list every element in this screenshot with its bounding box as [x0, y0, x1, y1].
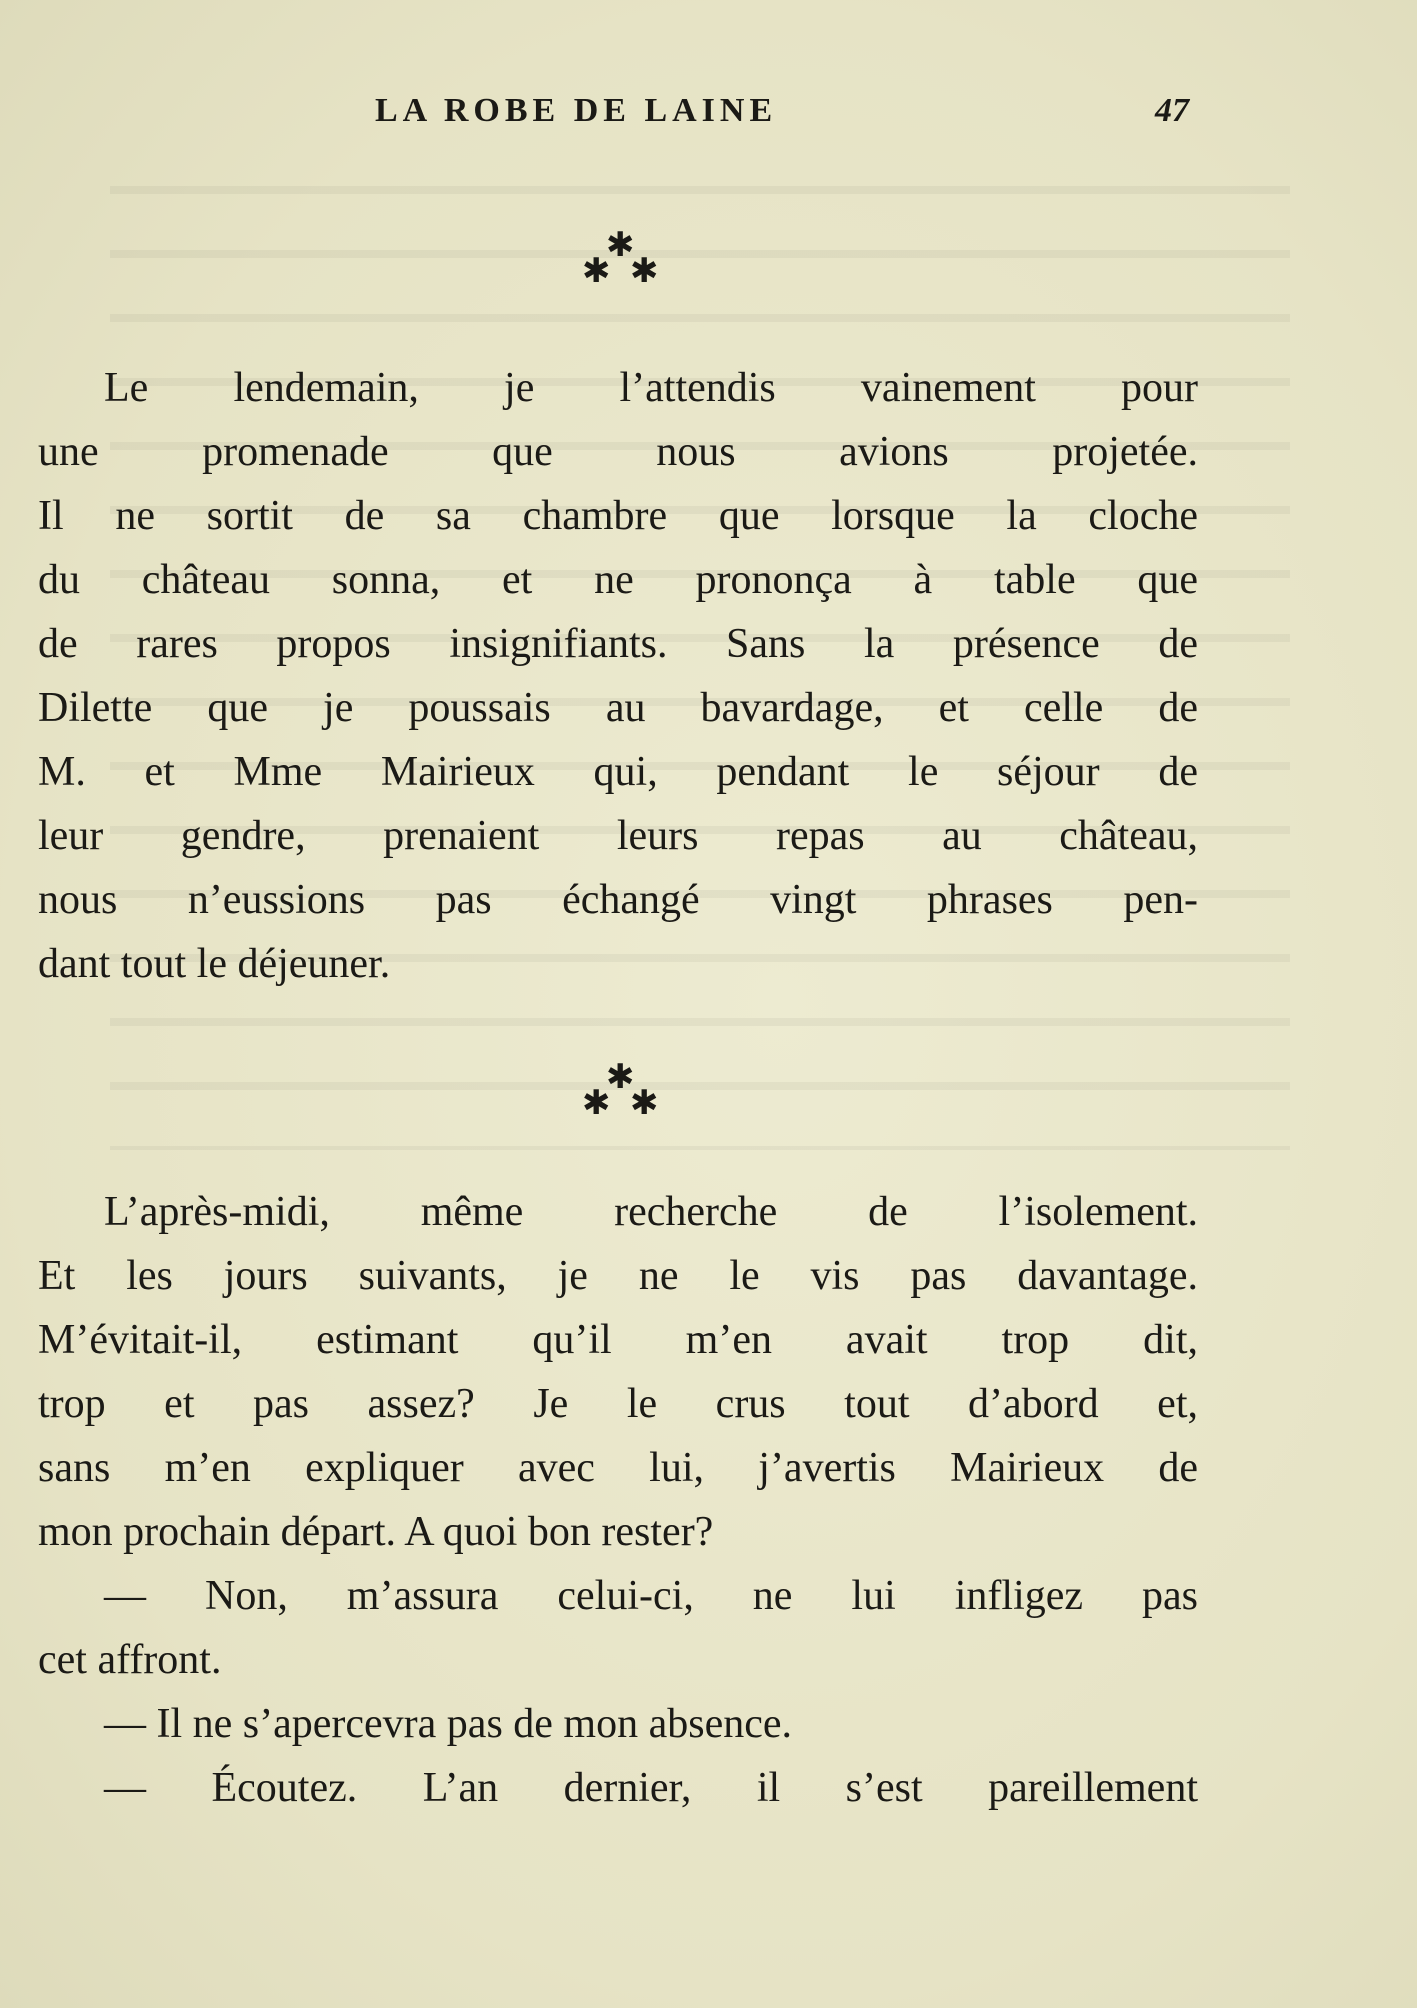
text-line: trop et pas assez? Je le crus tout d’abord et,	[38, 1381, 1198, 1427]
text-line: une promenade que nous avions projetée.	[38, 429, 1198, 475]
asterism-separator-1	[570, 225, 660, 291]
page-number: 47	[1155, 92, 1189, 129]
paragraph-2	[38, 1180, 1198, 1820]
text-line: Dilette que je poussais au bavardage, et celle de	[38, 685, 1198, 731]
text-line: cet affront.	[38, 1637, 222, 1683]
running-head	[0, 92, 1417, 132]
dialogue-line: — Non, m’assura celui-ci, ne lui infligez pas	[104, 1573, 1198, 1619]
text-line: M’évitait-il, estimant qu’il m’en avait trop dit,	[38, 1317, 1198, 1363]
text-line: du château sonna, et ne prononça à table que	[38, 557, 1198, 603]
text-line: L’après-midi, même recherche de l’isolement.	[104, 1189, 1198, 1235]
text-line: mon prochain départ. A quoi bon rester?	[38, 1509, 714, 1555]
asterisk-icon: ✱	[630, 251, 659, 291]
running-title: LA ROBE DE LAINE	[375, 92, 778, 129]
dialogue-line: — Écoutez. L’an dernier, il s’est pareillement	[104, 1765, 1198, 1811]
asterisk-icon: ✱	[630, 1083, 659, 1123]
text-line: Il ne sortit de sa chambre que lorsque la cloche	[38, 493, 1198, 539]
asterisk-icon: ✱	[606, 225, 635, 265]
asterisk-icon: ✱	[582, 1083, 611, 1123]
text-line: M. et Mme Mairieux qui, pendant le séjour de	[38, 749, 1198, 795]
dialogue-line: — Il ne s’apercevra pas de mon absence.	[104, 1701, 793, 1747]
paragraph-1	[38, 356, 1198, 996]
text-line: leur gendre, prenaient leurs repas au château,	[38, 813, 1198, 859]
text-line: sans m’en expliquer avec lui, j’avertis Mairieux de	[38, 1445, 1198, 1491]
asterism-separator-2	[570, 1057, 660, 1123]
text-line: de rares propos insignifiants. Sans la présence de	[38, 621, 1198, 667]
text-line: nous n’eussions pas échangé vingt phrases pen-	[38, 877, 1198, 923]
asterisk-icon: ✱	[606, 1057, 635, 1097]
text-line: Le lendemain, je l’attendis vainement pour	[104, 365, 1198, 411]
asterisk-icon: ✱	[582, 251, 611, 291]
text-line: dant tout le déjeuner.	[38, 941, 391, 987]
text-line: Et les jours suivants, je ne le vis pas davantage.	[38, 1253, 1198, 1299]
